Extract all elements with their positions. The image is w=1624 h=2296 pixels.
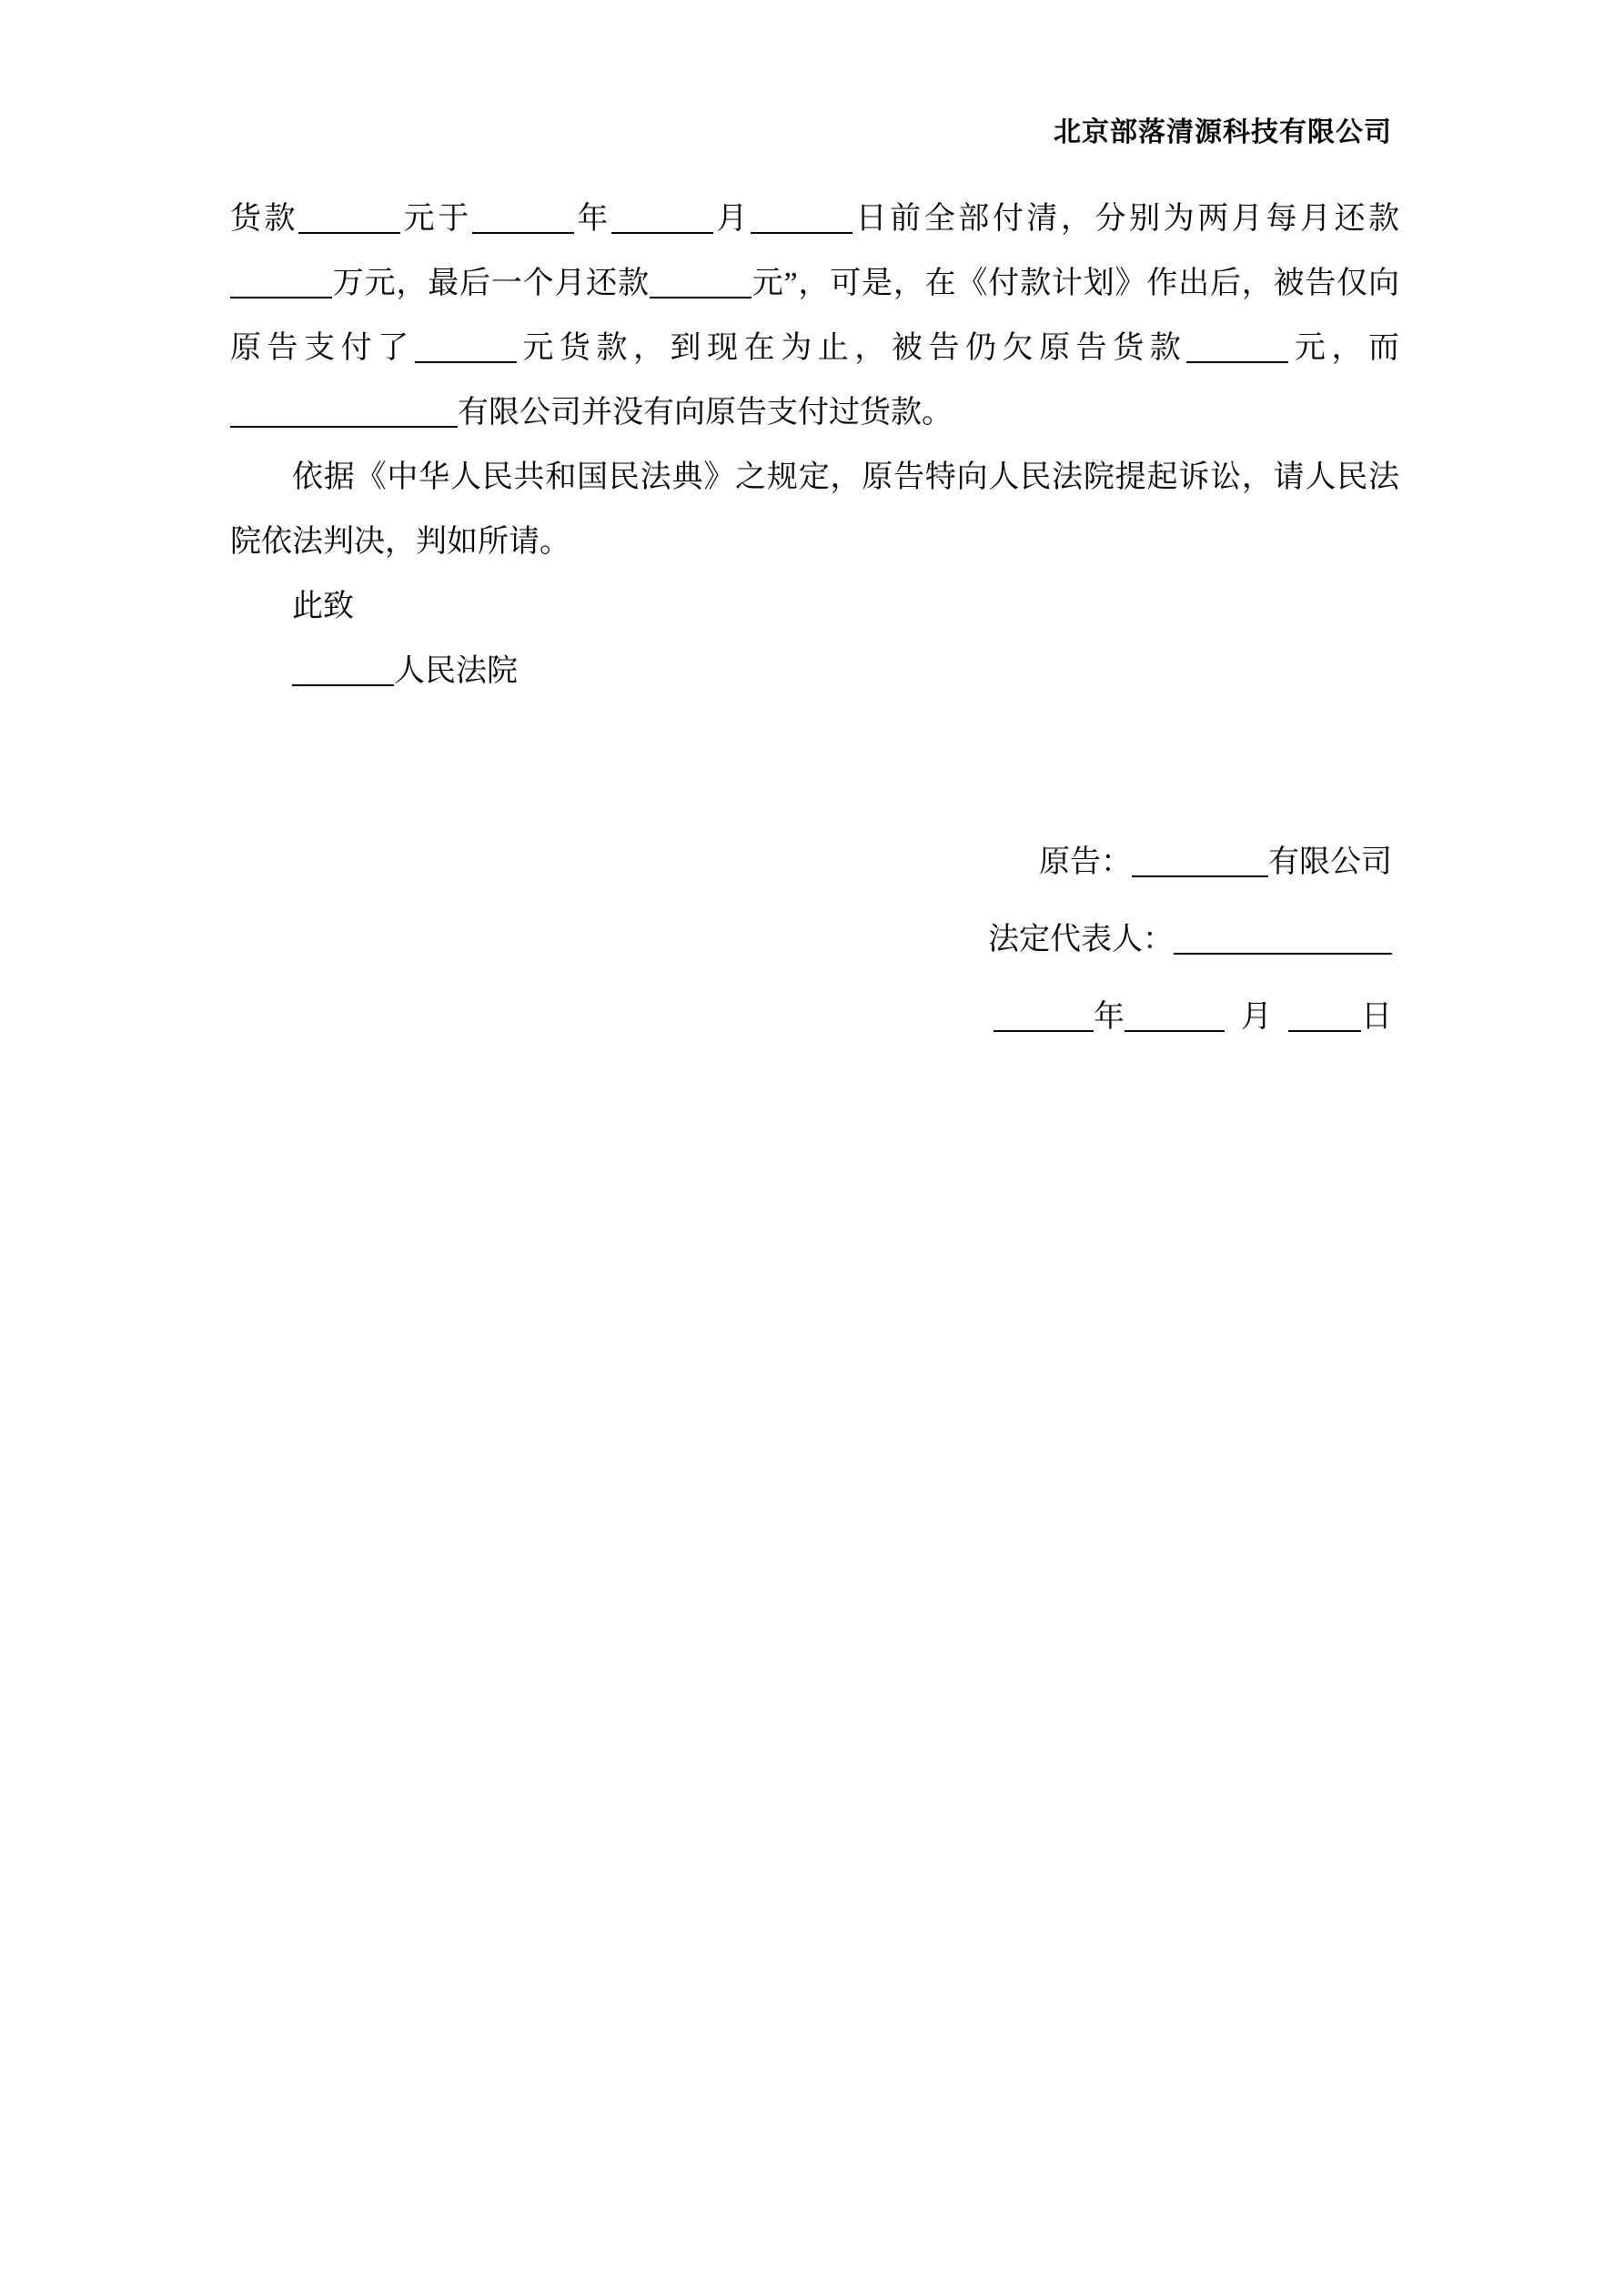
blank-amount-2[interactable]	[230, 262, 332, 298]
blank-amount-3[interactable]	[650, 262, 751, 298]
paragraph-payment-details	[230, 187, 1399, 445]
blank-amount-5[interactable]	[1186, 327, 1288, 363]
blank-plaintiff-name[interactable]	[1132, 841, 1268, 877]
blank-day[interactable]	[751, 197, 852, 234]
signature-date-line	[230, 978, 1399, 1056]
blank-month[interactable]	[611, 197, 713, 234]
header-company-name: 北京部落清源科技有限公司	[1054, 117, 1392, 147]
signature-legal-rep-line	[230, 901, 1399, 978]
text-seg-1: 货款	[230, 202, 299, 236]
document-body	[230, 187, 1399, 703]
blank-amount-4[interactable]	[415, 327, 517, 363]
date-month-label: 月	[1241, 1000, 1272, 1034]
blank-year[interactable]	[472, 197, 574, 234]
blank-legal-rep-name[interactable]	[1174, 918, 1392, 955]
paragraph-closing: 此致	[292, 590, 354, 623]
signature-block	[230, 824, 1399, 1056]
blank-amount-1[interactable]	[298, 197, 400, 234]
text-seg-10: 有限公司并没有向原告支付过货款。	[458, 396, 953, 430]
blank-date-day[interactable]	[1288, 996, 1361, 1032]
date-year-label: 年	[1094, 1000, 1125, 1034]
blank-company-name[interactable]	[230, 391, 458, 428]
page-header	[0, 109, 1624, 149]
court-suffix: 人民法院	[394, 654, 518, 688]
blank-court-name[interactable]	[292, 650, 394, 686]
text-seg-4: 月	[712, 202, 751, 236]
legal-rep-label: 法定代表人：	[988, 923, 1174, 956]
text-seg-8: 元货款，到现在为止，被告仍欠原告货款	[516, 331, 1187, 365]
blank-date-year[interactable]	[994, 996, 1094, 1032]
text-seg-9: 元，而	[1288, 331, 1400, 365]
text-seg-6: 万元，最后一个月还款	[332, 267, 650, 300]
text-seg-5: 日前全部付清，分别为两月每月还款	[852, 202, 1400, 236]
plaintiff-suffix: 有限公司	[1268, 845, 1392, 879]
blank-date-month[interactable]	[1125, 996, 1225, 1032]
date-day-label: 日	[1361, 1000, 1392, 1034]
text-seg-7: 元”，可是，在《付款计划》作出后，被告仅向原告支付了	[230, 267, 1399, 365]
text-seg-3: 年	[573, 202, 611, 236]
paragraph-court	[230, 639, 1399, 703]
paragraph-legal-basis: 依据《中华人民共和国民法典》之规定，原告特向人民法院提起诉讼，请人民法院依法判决，判如所请。	[230, 460, 1399, 559]
plaintiff-label: 原告：	[1039, 845, 1132, 879]
text-seg-2: 元于	[400, 202, 472, 236]
signature-plaintiff-line	[230, 824, 1399, 901]
